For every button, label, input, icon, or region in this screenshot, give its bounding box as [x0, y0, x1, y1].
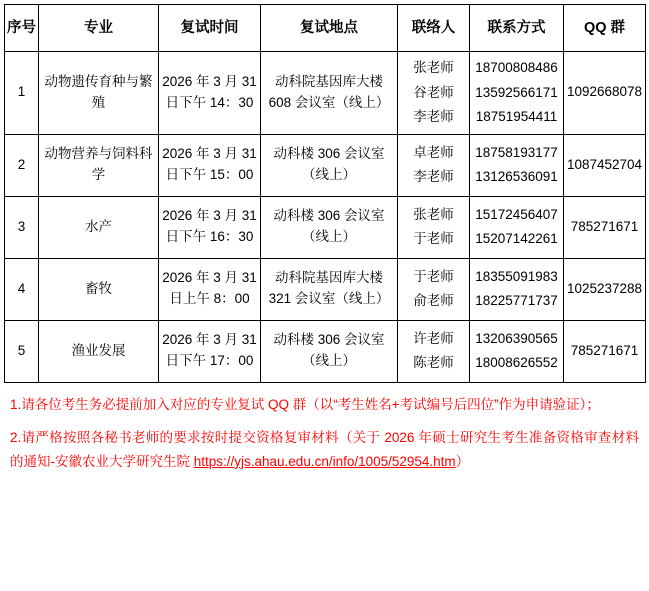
- contact-name: 于老师: [413, 268, 454, 284]
- note-materials-text-after: ）: [455, 453, 470, 469]
- table-row: [5, 258, 646, 320]
- note-materials: [10, 426, 639, 473]
- contact-name: 张老师: [413, 206, 454, 222]
- contact-phone: 18758193177: [475, 144, 558, 160]
- contact-phone: 18751954411: [475, 109, 558, 125]
- column-header-place: 复试地点: [261, 5, 398, 52]
- contact-phone: 13126536091: [475, 169, 558, 185]
- cell-no: 3: [5, 196, 39, 258]
- column-header-time: 复试时间: [159, 5, 261, 52]
- cell-major: 畜牧: [39, 258, 159, 320]
- cell-place: 动科楼 306 会议室（线上）: [261, 320, 398, 382]
- cell-time: 2026 年 3 月 31 日下午 16：30: [159, 196, 261, 258]
- cell-qq-group: 785271671: [564, 196, 646, 258]
- contact-phone: 18355091983: [475, 268, 558, 284]
- cell-major: 动物营养与饲料科学: [39, 134, 159, 196]
- cell-qq-group: 785271671: [564, 320, 646, 382]
- column-header-qq: QQ 群: [564, 5, 646, 52]
- cell-place: 动科楼 306 会议室（线上）: [261, 134, 398, 196]
- cell-time: 2026 年 3 月 31 日下午 17：00: [159, 320, 261, 382]
- column-header-contact: 联络人: [398, 5, 470, 52]
- cell-major: 水产: [39, 196, 159, 258]
- cell-no: 4: [5, 258, 39, 320]
- column-header-phone: 联系方式: [470, 5, 564, 52]
- cell-no: 1: [5, 52, 39, 135]
- cell-major: 渔业发展: [39, 320, 159, 382]
- contact-name: 卓老师: [413, 144, 454, 160]
- cell-major: 动物遗传育种与繁殖: [39, 52, 159, 135]
- contact-name: 谷老师: [413, 84, 454, 100]
- cell-contacts: [398, 196, 470, 258]
- cell-no: 5: [5, 320, 39, 382]
- table-row: [5, 52, 646, 135]
- contact-phone: 13592566171: [475, 84, 558, 100]
- cell-phones: [470, 52, 564, 135]
- retest-schedule-table: [4, 4, 646, 383]
- contact-phone: 18008626552: [475, 355, 558, 371]
- cell-place: 动科院基因库大楼 608 会议室（线上）: [261, 52, 398, 135]
- contact-name: 俞老师: [413, 293, 454, 309]
- cell-phones: [470, 134, 564, 196]
- cell-contacts: [398, 134, 470, 196]
- note-materials-text-before: 2.请严格按照各秘书老师的要求按时提交资格复审材料（关于 2026 年硕士研究生考生准备资格审查材料的通知-安徽农业大学研究生院: [10, 430, 639, 469]
- table-row: [5, 134, 646, 196]
- contact-name: 许老师: [413, 330, 454, 346]
- cell-contacts: [398, 320, 470, 382]
- table-header: [5, 5, 646, 52]
- contact-name: 陈老师: [413, 355, 454, 371]
- contact-phone: 18700808486: [475, 60, 558, 75]
- cell-phones: [470, 258, 564, 320]
- table-body: [5, 52, 646, 383]
- cell-time: 2026 年 3 月 31 日下午 15：00: [159, 134, 261, 196]
- notes-section: [10, 393, 639, 474]
- cell-qq-group: 1092668078: [564, 52, 646, 135]
- contact-name: 李老师: [413, 169, 454, 185]
- contact-phone: 18225771737: [475, 293, 558, 309]
- note-qq-group: 1.请各位考生务必提前加入对应的专业复试 QQ 群（以“考生姓名+考试编号后四位”作为申请验证）；: [10, 396, 600, 412]
- contact-name: 李老师: [413, 109, 454, 125]
- cell-no: 2: [5, 134, 39, 196]
- contact-phone: 15172456407: [475, 206, 558, 222]
- contact-name: 于老师: [413, 231, 454, 247]
- contact-phone: 13206390565: [475, 330, 558, 346]
- cell-time: 2026 年 3 月 31 日上午 8：00: [159, 258, 261, 320]
- contact-name: 张老师: [413, 60, 454, 75]
- graduate-school-notice-link[interactable]: https://yjs.ahau.edu.cn/info/1005/52954.htm: [193, 453, 456, 469]
- cell-place: 动科院基因库大楼 321 会议室（线上）: [261, 258, 398, 320]
- cell-place: 动科楼 306 会议室（线上）: [261, 196, 398, 258]
- table-header-row: [5, 5, 646, 52]
- cell-phones: [470, 196, 564, 258]
- cell-qq-group: 1087452704: [564, 134, 646, 196]
- column-header-major: 专业: [39, 5, 159, 52]
- table-row: [5, 196, 646, 258]
- cell-time: 2026 年 3 月 31 日下午 14：30: [159, 52, 261, 135]
- table-row: [5, 320, 646, 382]
- cell-phones: [470, 320, 564, 382]
- contact-phone: 15207142261: [475, 231, 558, 247]
- cell-qq-group: 1025237288: [564, 258, 646, 320]
- cell-contacts: [398, 258, 470, 320]
- cell-contacts: [398, 52, 470, 135]
- column-header-no: 序号: [5, 5, 39, 52]
